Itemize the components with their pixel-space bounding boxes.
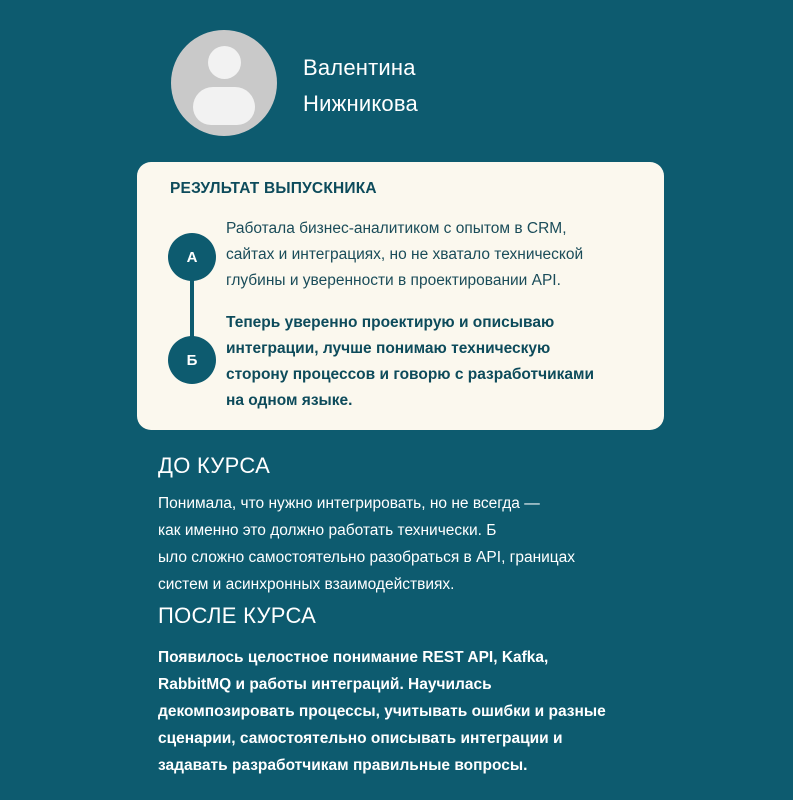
name-first: Валентина bbox=[303, 55, 416, 80]
after-course-line: декомпозировать процессы, учитывать ошибки и разные bbox=[158, 703, 606, 720]
before-course-line: Понимала, что нужно интегрировать, но не всегда — bbox=[158, 495, 540, 512]
before-course-line: систем и асинхронных взаимодействиях. bbox=[158, 576, 455, 593]
after-course-line: Появилось целостное понимание REST API, Kafka, bbox=[158, 649, 549, 666]
before-course-line: как именно это должно работать технически. Б bbox=[158, 522, 497, 539]
after-course-text bbox=[158, 644, 606, 779]
card-after-line: на одном языке. bbox=[226, 392, 353, 409]
graduate-result-card bbox=[137, 162, 664, 430]
avatar bbox=[171, 30, 277, 136]
after-course-line: задавать разработчикам правильные вопросы. bbox=[158, 757, 528, 774]
card-after-line: Теперь уверенно проектирую и описываю bbox=[226, 314, 555, 331]
card-after-line: интеграции, лучше понимаю техническую bbox=[226, 340, 551, 357]
card-before-line: глубины и уверенности в проектировании API. bbox=[226, 272, 561, 289]
graduate-name bbox=[303, 50, 418, 122]
card-after-text bbox=[226, 310, 656, 414]
marker-b-label: Б bbox=[186, 351, 198, 369]
card-after-line: сторону процессов и говорю с разработчиками bbox=[226, 366, 594, 383]
name-last: Нижникова bbox=[303, 91, 418, 116]
marker-b-badge bbox=[168, 336, 216, 384]
before-course-heading: ДО КУРСА bbox=[158, 453, 271, 478]
card-title: РЕЗУЛЬТАТ ВЫПУСКНИКА bbox=[170, 180, 377, 197]
before-course-text bbox=[158, 490, 575, 598]
before-course-line: ыло сложно самостоятельно разобраться в API, границах bbox=[158, 549, 576, 566]
marker-a-badge bbox=[168, 233, 216, 281]
user-placeholder-body bbox=[193, 87, 255, 125]
user-placeholder-icon bbox=[208, 46, 241, 79]
after-course-heading: ПОСЛЕ КУРСА bbox=[158, 603, 317, 628]
card-before-line: Работала бизнес-аналитиком с опытом в CRM, bbox=[226, 220, 567, 237]
after-course-line: сценарии, самостоятельно описывать интеграции и bbox=[158, 730, 563, 747]
card-before-line: сайтах и интеграциях, но не хватало технической bbox=[226, 246, 584, 263]
marker-a-label: А bbox=[186, 248, 198, 266]
after-course-line: RabbitMQ и работы интеграций. Научилась bbox=[158, 676, 492, 693]
card-before-text bbox=[226, 216, 656, 294]
